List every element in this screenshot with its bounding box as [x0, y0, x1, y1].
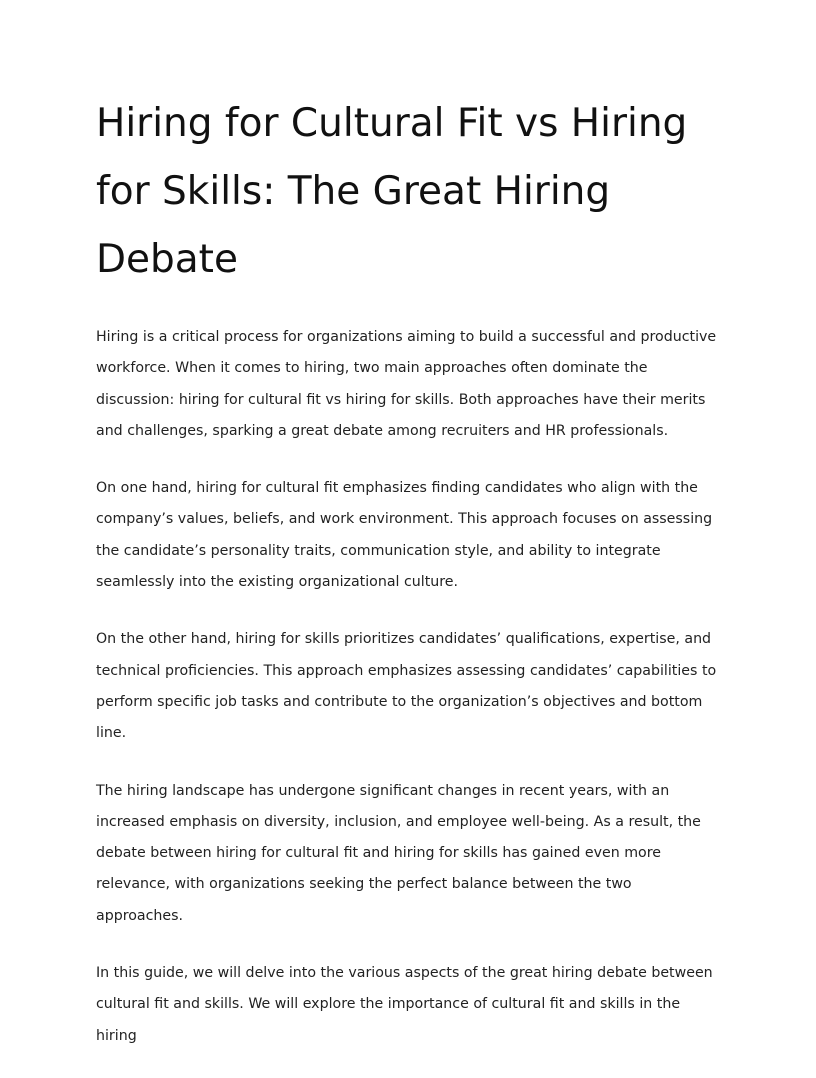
- document-page: [96, 90, 720, 1078]
- document-title: Hiring for Cultural Fit vs Hiring for Skills: The Great Hiring Debate: [96, 101, 688, 282]
- paragraph-guide: In this guide, we will delve into the various aspects of the great hiring debate between cultural fit and skills. We will explore the importance of cultural fit and skills in the hiring: [96, 965, 713, 1044]
- paragraph-intro: Hiring is a critical process for organizations aiming to build a successful and productive workforce. When it comes to hiring, two main approaches often dominate the discussion: hiring for cultural fit vs hiring for skills. Both approaches have their merits and challenges, sparking a great debate among recruiters and HR professionals.: [96, 329, 717, 439]
- paragraph-landscape: The hiring landscape has undergone significant changes in recent years, with an increased emphasis on diversity, inclusion, and employee well-being. As a result, the debate between hiring for cultural fit and hiring for skills has gained even more relevance, with organizations seeking the perfect balance between the two approaches.: [96, 782, 701, 924]
- paragraph-cultural-fit: On one hand, hiring for cultural fit emphasizes finding candidates who align with the company’s values, beliefs, and work environment. This approach focuses on assessing the candidate’s personality traits, communication style, and ability to integrate seamlessly into the existing organizational culture.: [96, 480, 713, 591]
- paragraph-skills: On the other hand, hiring for skills prioritizes candidates’ qualifications, expertise, and technical proficiencies. This approach emphasizes assessing candidates’ capabilities to perform specific job tasks and contribute to the organization’s objectives and bottom line.: [96, 631, 717, 742]
